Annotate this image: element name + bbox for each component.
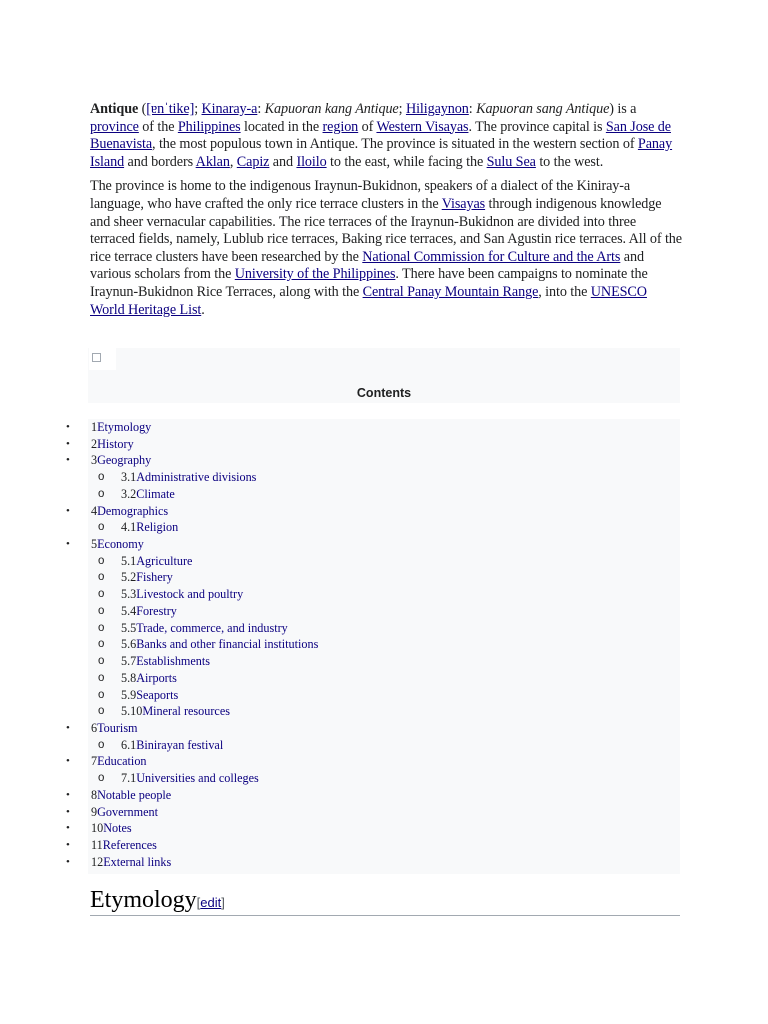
toc-link[interactable] (121, 636, 318, 653)
sub-bullet-icon: o (98, 621, 105, 634)
toc-text: Establishments (136, 654, 211, 669)
toc-number: 4 (91, 503, 98, 518)
toc-link[interactable] (91, 419, 151, 436)
sub-bullet-icon: o (98, 655, 105, 668)
toc-text: Agriculture (136, 553, 193, 568)
bullet-icon: • (66, 822, 70, 835)
toc-item (0, 503, 768, 520)
toc-item (0, 519, 768, 536)
toc-link[interactable] (91, 753, 147, 770)
toc-toggle-checkbox[interactable] (92, 353, 101, 362)
sub-bullet-icon: o (98, 588, 105, 601)
sub-bullet-icon: o (98, 738, 105, 751)
toc-item (0, 419, 768, 436)
toc-link[interactable] (121, 519, 178, 536)
toc-item (0, 586, 768, 603)
visayas-link[interactable]: Visayas (441, 195, 486, 212)
bullet-icon: • (66, 855, 70, 868)
toc-text: Livestock and poultry (136, 587, 244, 602)
toc-text: Demographics (97, 503, 169, 518)
toc-text: Binirayan festival (136, 737, 224, 752)
toc-text: Administrative divisions (136, 470, 257, 485)
toc-text: Notes (103, 821, 132, 836)
bullet-icon: • (66, 454, 70, 467)
pronunciation-link[interactable]: [ɐnˈtike] (146, 101, 195, 117)
sub-bullet-icon: o (98, 471, 105, 484)
toc-item (0, 603, 768, 620)
aklan-link[interactable]: Aklan (195, 153, 230, 170)
edit-link[interactable]: edit (200, 895, 222, 910)
toc-list (0, 419, 768, 870)
toc-link[interactable] (91, 720, 138, 737)
bullet-icon: • (66, 755, 70, 768)
toc-link[interactable] (121, 603, 177, 620)
toc-item (0, 837, 768, 854)
toc-item (0, 687, 768, 704)
kinaraya-name: Kapuoran kang Antique (264, 101, 399, 117)
toc-item (0, 854, 768, 871)
bullet-icon: • (66, 788, 70, 801)
toc-number: 3.1 (121, 470, 137, 485)
toc-item (0, 737, 768, 754)
toc-link[interactable] (121, 620, 288, 637)
toc-link[interactable] (91, 452, 151, 469)
sub-bullet-icon: o (98, 688, 105, 701)
toc-link[interactable] (91, 536, 144, 553)
sub-bullet-icon: o (98, 604, 105, 617)
toc-link[interactable] (121, 737, 223, 754)
toc-text: Forestry (136, 603, 177, 618)
toc-item (0, 703, 768, 720)
toc-number: 6.1 (121, 737, 137, 752)
toc-item (0, 620, 768, 637)
toc-item (0, 536, 768, 553)
toc-link[interactable] (91, 820, 132, 837)
bullet-icon: • (66, 838, 70, 851)
toc-item (0, 653, 768, 670)
bullet-icon: • (66, 504, 70, 517)
toc-item (0, 553, 768, 570)
article-body (90, 101, 682, 319)
toc-item (0, 486, 768, 503)
toc-number: 5.10 (121, 704, 143, 719)
toc-number: 10 (91, 821, 104, 836)
toc-text: Religion (136, 520, 179, 535)
toc-link[interactable] (121, 486, 175, 503)
section-title: Etymology (90, 887, 197, 913)
toc-link[interactable] (91, 436, 134, 453)
toc-link[interactable] (91, 837, 157, 854)
toc-link[interactable] (121, 670, 177, 687)
toc-item (0, 670, 768, 687)
toc-link[interactable] (121, 653, 210, 670)
toc-link[interactable] (121, 569, 173, 586)
toc-item (0, 469, 768, 486)
sub-bullet-icon: o (98, 521, 105, 534)
toc-number: 5.8 (121, 670, 137, 685)
toc-text: References (102, 837, 157, 852)
toc-text: Etymology (97, 420, 152, 434)
toc-number: 5.5 (121, 620, 137, 635)
sub-bullet-icon: o (98, 671, 105, 684)
toc-number: 8 (91, 787, 98, 802)
sub-bullet-icon: o (98, 554, 105, 567)
sub-bullet-icon: o (98, 705, 105, 718)
toc-number: 5.7 (121, 654, 137, 669)
sulu-sea-link[interactable]: Sulu Sea (486, 153, 536, 170)
section-heading (90, 884, 680, 916)
toc-number: 12 (91, 854, 104, 869)
toc-number: 5 (91, 537, 98, 552)
toc-number: 2 (91, 436, 98, 451)
toc-link[interactable] (91, 804, 158, 821)
toc-number: 5.6 (121, 637, 137, 652)
toc-item (0, 804, 768, 821)
article-subject: Antique (90, 101, 139, 117)
toc-number: 4.1 (121, 520, 137, 535)
toc-item (0, 753, 768, 770)
toc-link[interactable] (91, 787, 171, 804)
bullet-icon: • (66, 421, 70, 433)
sub-bullet-icon: o (98, 772, 105, 785)
toc-number: 7 (91, 754, 98, 769)
toc-text: Fishery (136, 570, 173, 585)
toc-text: Trade, commerce, and industry (136, 620, 288, 635)
toc-link[interactable] (121, 586, 243, 603)
sub-bullet-icon: o (98, 638, 105, 651)
iloilo-link[interactable]: Iloilo (296, 153, 327, 170)
hiligaynon-name: Kapuoran sang Antique (476, 101, 610, 117)
sub-bullet-icon: o (98, 487, 105, 500)
central-panay-link[interactable]: Central Panay Mountain Range (362, 283, 539, 300)
toc-number: 9 (91, 804, 98, 819)
toc-text: Airports (136, 670, 177, 685)
unesco-link[interactable]: UNESCO (590, 283, 647, 300)
toc-number: 5.1 (121, 553, 137, 568)
toc-text: Education (97, 754, 147, 769)
toc-text: Notable people (97, 787, 172, 802)
hiligaynon-link[interactable]: Hiligaynon (405, 101, 469, 117)
toc-item (0, 787, 768, 804)
toc-item (0, 820, 768, 837)
toc-link[interactable] (121, 553, 192, 570)
toc-text: History (97, 436, 134, 451)
province-link[interactable]: province (90, 118, 139, 135)
intro-paragraph: Antique ([ɐnˈtike]; Kinaray-a: Kapuoran kang Antique; Hiligaynon: Kapuoran sang Antique) is a province of the Philippines located in the region of Western Visayas. The province capital is San Jose de Buenavista, the most populous town in Antique. The province is situated in the western section of Panay Island and borders Aklan, Capiz and Iloilo to the east, while facing the Sulu Sea to the west. (90, 101, 673, 170)
toc-number: 7.1 (121, 771, 137, 786)
toc-text: Seaports (136, 687, 179, 702)
ncca-link[interactable]: National Commission for Culture and the Arts (362, 248, 621, 265)
toc-link[interactable] (121, 703, 230, 720)
toc-number: 5.2 (121, 570, 137, 585)
bullet-icon: • (66, 437, 70, 450)
toc-item (0, 452, 768, 469)
kinaraya-link[interactable]: Kinaray-a (201, 101, 258, 117)
toc-title: Contents (356, 386, 412, 400)
toc-item (0, 770, 768, 787)
toc-text: Climate (136, 486, 175, 501)
toc-text: Universities and colleges (136, 771, 259, 786)
toc-item (0, 569, 768, 586)
up-link[interactable]: University of the Philippines (234, 266, 396, 283)
western-visayas-link[interactable]: Western Visayas (376, 118, 469, 135)
toc-number: 1 (91, 420, 98, 434)
toc-number: 5.9 (121, 687, 137, 702)
bullet-icon: • (66, 538, 70, 551)
toc-link[interactable] (121, 770, 259, 787)
toc-number: 6 (91, 720, 98, 735)
sub-bullet-icon: o (98, 571, 105, 584)
panay-island-link[interactable]: Panay Island (90, 136, 673, 170)
toc-number: 3.2 (121, 486, 137, 501)
capiz-link[interactable]: Capiz (236, 153, 270, 170)
toc-item (0, 636, 768, 653)
toc-text: Geography (97, 453, 152, 468)
toc-number: 3 (91, 453, 98, 468)
bullet-icon: • (66, 805, 70, 818)
toc-link[interactable] (91, 503, 168, 520)
edit-section: [edit] (196, 895, 225, 910)
toc-text: External links (103, 854, 172, 869)
toc-text: Mineral resources (142, 704, 230, 719)
toc-number: 11 (91, 837, 103, 852)
philippines-link[interactable]: Philippines (177, 118, 241, 135)
toc-text: Government (97, 804, 159, 819)
san-jose-link[interactable]: San Jose de Buenavista (90, 118, 671, 153)
toc-item (0, 436, 768, 453)
region-link[interactable]: region (322, 118, 359, 135)
toc-link[interactable] (121, 687, 178, 704)
toc-number: 5.4 (121, 603, 137, 618)
toc-text: Tourism (97, 720, 138, 735)
toc-text: Banks and other financial institutions (136, 637, 319, 652)
world-heritage-link[interactable]: World Heritage List (90, 301, 202, 318)
toc-link[interactable] (91, 854, 171, 871)
toc-text: Economy (97, 537, 144, 552)
terraces-paragraph: The province is home to the indigenous Iraynun-Bukidnon, speakers of a dialect of the Kiniray-a language, who have crafted the only rice terrace clusters in the Visayas through indigenous knowledge and sheer vernacular capabilities. The rice terraces of the Iraynun-Bukidnon are divided into three terraced fields, namely, Lublub rice terraces, Baking rice terraces, and San Agustin rice terraces. All of the rice terrace clusters have been researched by the National Commission for Culture and the Arts and various scholars from the University of the Philippines. There have been campaigns to nominate the Iraynun-Bukidnon Rice Terraces, along with the Central Panay Mountain Range, into the UNESCO World Heritage List. (90, 178, 682, 318)
bullet-icon: • (66, 721, 70, 734)
toc-link[interactable] (121, 469, 256, 486)
toc-item (0, 720, 768, 737)
toc-number: 5.3 (121, 587, 137, 602)
